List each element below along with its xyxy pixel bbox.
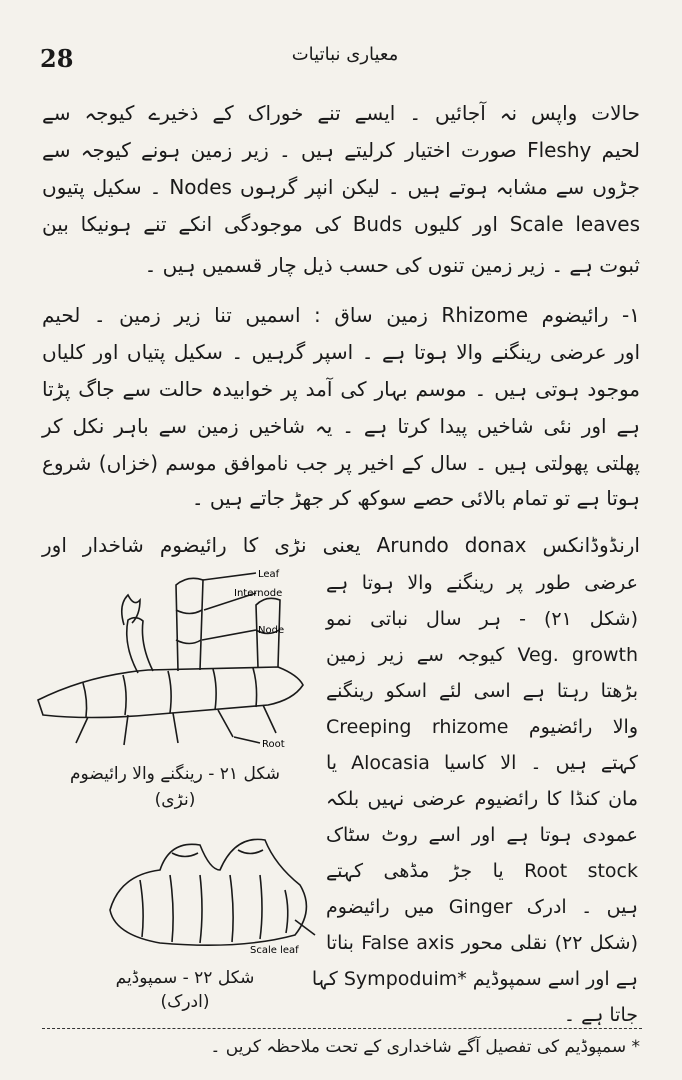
- body-line-10: پھلتی پھولتی ہیں ۔ سال کے اخیر پر جب ناموافق موسم (خزاں) شروع: [42, 451, 640, 475]
- side-line-13: جاتا ہے ۔: [563, 1004, 638, 1026]
- body-line-3: جڑوں سے مشابہ ہوتے ہیں ۔ لیکن انپر گرہوں Nodes ۔ سکیل پتیوں: [42, 175, 640, 199]
- label-internode: Internode: [234, 588, 283, 599]
- side-line-6: کہتے ہیں ۔ الا کاسیا Alocasia یا: [326, 752, 638, 774]
- side-line-8: عمودی ہوتا ہے اور اسے روٹ سٹاک: [326, 824, 638, 846]
- running-title: معیاری نباتیات: [291, 44, 399, 65]
- page-number: 28: [40, 44, 74, 73]
- side-line-1: عرضی طور پر رینگنے والا ہوتا ہے: [326, 572, 638, 594]
- figure-22-subcaption: (ادرک): [160, 992, 210, 1012]
- label-root: Root: [262, 739, 285, 750]
- side-line-10: ہیں ۔ ادرک Ginger میں رائیضوم: [326, 896, 638, 918]
- side-line-5: والا رائضیوم Creeping rhizome: [326, 716, 638, 738]
- side-line-12: ہے اور اسے سمپوڈیم *Sympoduim کہا: [311, 968, 638, 990]
- body-line-1: حالات واپس نہ آجائیں ۔ ایسے تنے خوراک کے ذخیرے کیوجہ سے: [42, 101, 640, 125]
- label-node: Node: [258, 625, 285, 636]
- body-line-2: لحیم Fleshy صورت اختیار کرلیتے ہیں ۔ زیر زمین ہونے کیوجہ سے: [42, 138, 640, 162]
- figure-22-ginger-drawing: [100, 825, 330, 965]
- label-scale-leaf: Scale leaf: [250, 945, 299, 956]
- body-line-5: ثبوت ہے ۔ زیر زمین تنوں کی حسب ذیل چار قسمیں ہیں ۔: [144, 253, 640, 277]
- body-line-8: موجود ہوتی ہیں ۔ موسم بہار کی آمد پر خوابیدہ حالت سے جاگ پڑتا: [42, 377, 640, 401]
- body-line-11: ہوتا ہے تو تمام بالائی حصے سوکھ کر جھڑ جاتے ہیں ۔: [191, 486, 640, 510]
- body-line-7: اور عرضی رینگنے والا ہوتا ہے ۔ اسپر گرہیں ۔ سکیل پتیاں اور کلیاں: [42, 340, 640, 364]
- body-line-12: ارنڈوڈانکس Arundo donax یعنی نڑی کا رائیضوم شاخدار اور: [42, 533, 640, 557]
- body-line-6: ۱- رائیضوم Rhizome زمین ساق : اسمیں تنا زیر زمین ۔ لحیم: [42, 303, 641, 327]
- figure-21-caption: شکل ۲۱ - رینگنے والا رائیضوم: [70, 764, 280, 784]
- footnote: * سمپوڈیم کی تفصیل آگے شاخداری کے تحت ملاحظہ کریں ۔: [210, 1037, 640, 1057]
- body-line-9: ہے اور نئی شاخیں پیدا کرتا ہے ۔ یہ شاخیں زمین سے باہر نکل کر: [42, 414, 640, 438]
- figure-21-rhizome-drawing: [28, 565, 318, 755]
- side-line-2: (شکل ۲۱) - ہر سال نباتی نمو: [326, 608, 638, 630]
- figure-21-subcaption: (نڑی): [154, 790, 196, 810]
- side-line-9: Root stock یا جڑ مڈھی کہتے: [326, 860, 638, 882]
- side-line-4: بڑھتا رہتا ہے اسی لئے اسکو رینگنے: [326, 680, 638, 702]
- body-line-4: Scale leaves اور کلیوں Buds کی موجودگی انکے تنے ہونیکا بین: [42, 212, 641, 236]
- figure-22-caption: شکل ۲۲ - سمپوڈیم: [115, 968, 255, 988]
- side-line-11: (شکل ۲۲) نقلی محور False axis بناتا: [326, 932, 638, 954]
- label-leaf: Leaf: [258, 569, 280, 580]
- side-line-7: مان کنڈا کا رائضیوم عرضی نہیں بلکہ: [326, 788, 638, 810]
- side-line-3: Veg. growth کیوجہ سے زیر زمین: [326, 644, 638, 666]
- footnote-divider: [42, 1028, 642, 1029]
